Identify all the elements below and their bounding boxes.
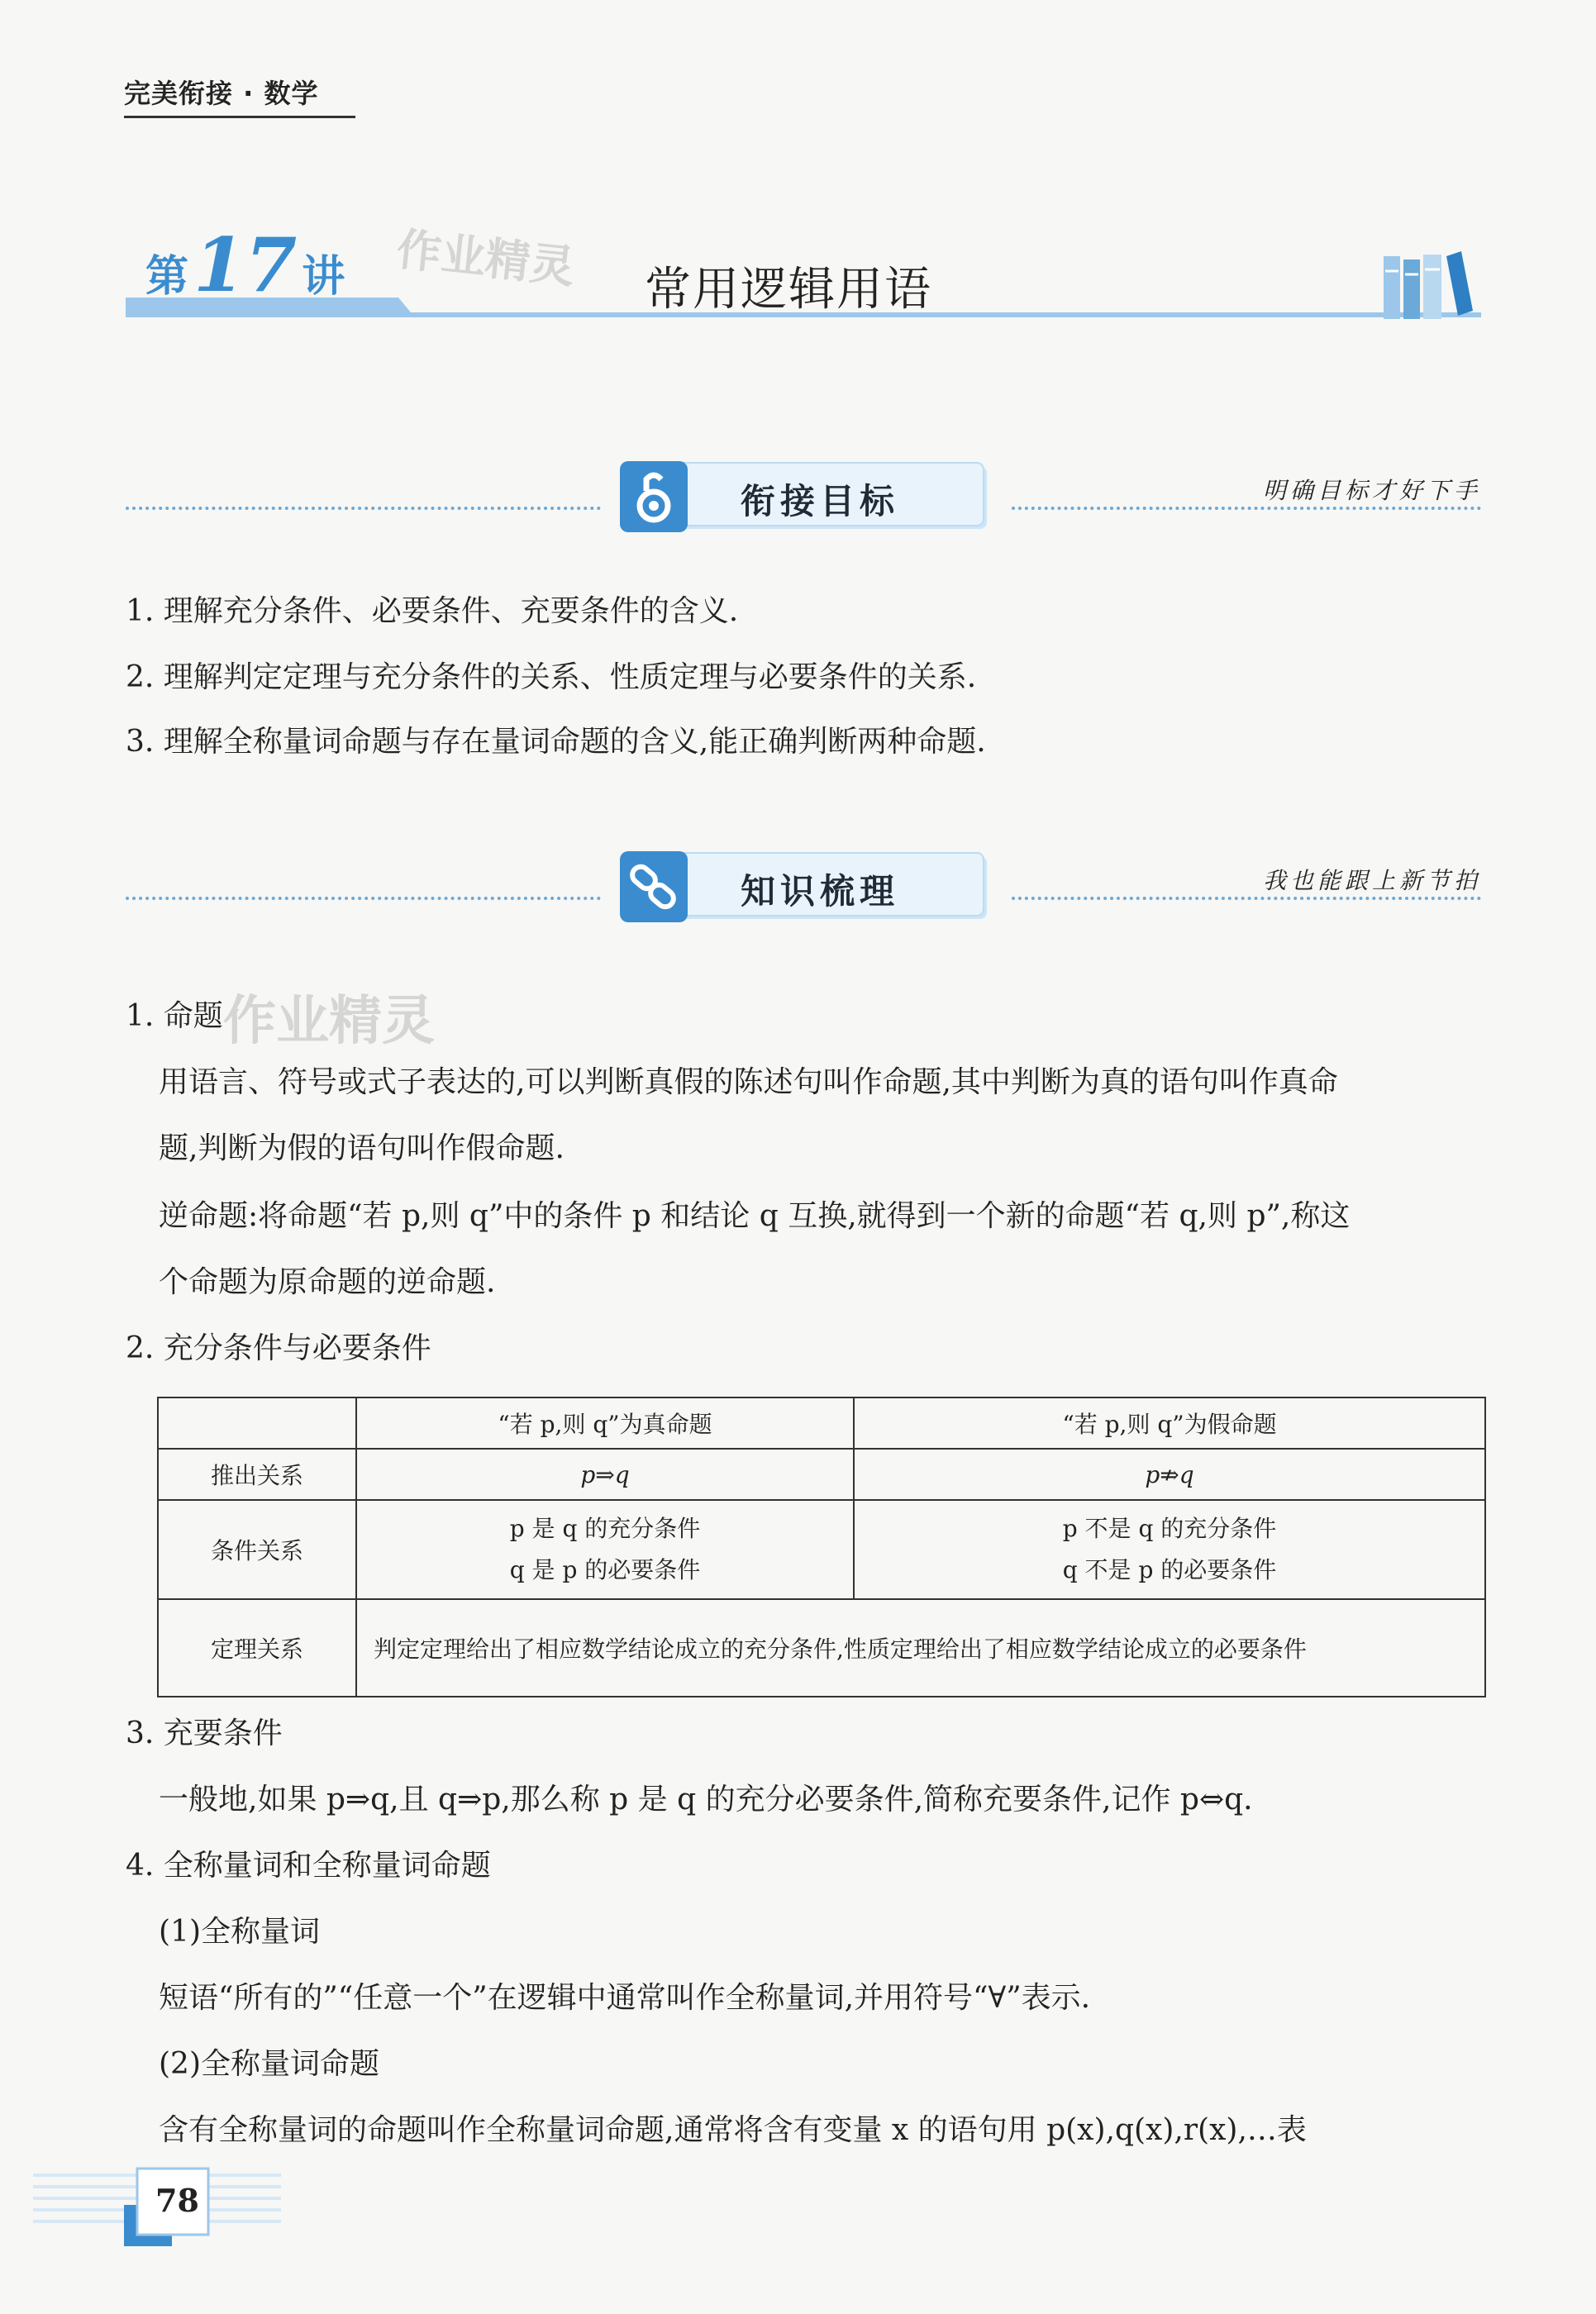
- dotted-rule-right: [1012, 507, 1481, 510]
- subheading: (1)全称量词: [159, 1915, 320, 1949]
- goal-item: 3. 理解全称量词命题与存在量词命题的含义,能正确判断两种命题.: [126, 725, 986, 759]
- table-row: [158, 1599, 1485, 1697]
- running-header-rule: [124, 116, 355, 118]
- knowledge-heading: 2. 充分条件与必要条件: [126, 1331, 431, 1365]
- dotted-rule-right: [1012, 897, 1481, 900]
- table-row-label: 条件关系: [158, 1500, 356, 1599]
- dotted-rule-left: [126, 897, 601, 900]
- paragraph-line: 短语“所有的”“任意一个”在逻辑中通常叫作全称量词,并用符号“∀”表示.: [159, 1981, 1091, 2015]
- watermark-logo: 作业精灵: [393, 222, 578, 294]
- running-header-title: 完美衔接 · 数学: [124, 78, 319, 109]
- table-cell-line: q 不是 p 的必要条件: [1062, 1556, 1277, 1583]
- goal-item: 1. 理解充分条件、必要条件、充要条件的含义.: [126, 594, 739, 628]
- table-header-cell: “若 p,则 q”为真命题: [356, 1397, 854, 1449]
- conditions-table: [157, 1397, 1486, 1697]
- paragraph-line: 题,判断为假的语句叫作假命题.: [159, 1131, 565, 1165]
- page-number: 78: [155, 2182, 199, 2219]
- knowledge-heading: 3. 充要条件: [126, 1716, 283, 1750]
- section-goals-slogan: 明确目标才好下手: [1262, 477, 1481, 504]
- lecture-jiang-label: 讲: [302, 252, 345, 302]
- table-cell-line: q 是 p 的必要条件: [509, 1556, 701, 1583]
- section-knowledge-label: 知识梳理: [741, 871, 900, 912]
- table-cell: [854, 1500, 1485, 1599]
- books-icon: [1382, 251, 1473, 321]
- table-cell: 判定定理给出了相应数学结论成立的充分条件,性质定理给出了相应数学结论成立的必要条件: [356, 1599, 1485, 1697]
- knowledge-heading: 4. 全称量词和全称量词命题: [126, 1849, 491, 1883]
- section-knowledge-slogan: 我也能跟上新节拍: [1262, 867, 1481, 894]
- table-cell-line: p 不是 q 的充分条件: [1062, 1515, 1277, 1542]
- paragraph-line: 一般地,如果 p⇒q,且 q⇒p,那么称 p 是 q 的充分必要条件,简称充要条件,记作 p⇔q.: [159, 1783, 1253, 1816]
- subheading: (2)全称量词命题: [159, 2047, 379, 2081]
- page-number-box: [124, 2167, 210, 2246]
- table-row-label: 推出关系: [158, 1449, 356, 1500]
- table-cell: p⇏q: [854, 1449, 1485, 1500]
- lecture-number-value: 17: [193, 221, 298, 309]
- table-cell: [356, 1500, 854, 1599]
- table-row: [158, 1500, 1485, 1599]
- table-row: [158, 1397, 1485, 1449]
- table-row-label: 定理关系: [158, 1599, 356, 1697]
- lecture-title: 常用逻辑用语: [645, 263, 932, 317]
- watermark-logo: 作业精灵: [223, 991, 435, 1052]
- paragraph-line: 个命题为原命题的逆命题.: [159, 1265, 496, 1299]
- table-cell: [158, 1397, 356, 1449]
- section-goals-header: [126, 461, 1481, 540]
- table-cell: p⇒q: [356, 1449, 854, 1500]
- table-row: [158, 1449, 1485, 1500]
- lecture-di-label: 第: [145, 252, 189, 302]
- table-header-cell: “若 p,则 q”为假命题: [854, 1397, 1485, 1449]
- section-goals-label: 衔接目标: [741, 481, 900, 521]
- paragraph-line: 逆命题:将命题“若 p,则 q”中的条件 p 和结论 q 互换,就得到一个新的命题“若 q,则 p”,称这: [159, 1199, 1351, 1233]
- goal-item: 2. 理解判定定理与充分条件的关系、性质定理与必要条件的关系.: [126, 660, 977, 694]
- section-knowledge-header: [126, 851, 1481, 931]
- lecture-number: [145, 221, 345, 309]
- paragraph-line: 用语言、符号或式子表达的,可以判断真假的陈述句叫作命题,其中判断为真的语句叫作真命: [159, 1065, 1338, 1099]
- dotted-rule-left: [126, 507, 601, 510]
- paragraph-line: 含有全称量词的命题叫作全称量词命题,通常将含有变量 x 的语句用 p(x),q(x),r(x),…表: [159, 2113, 1307, 2147]
- table-cell-line: p 是 q 的充分条件: [509, 1515, 701, 1542]
- knowledge-heading: 1. 命题: [126, 999, 223, 1033]
